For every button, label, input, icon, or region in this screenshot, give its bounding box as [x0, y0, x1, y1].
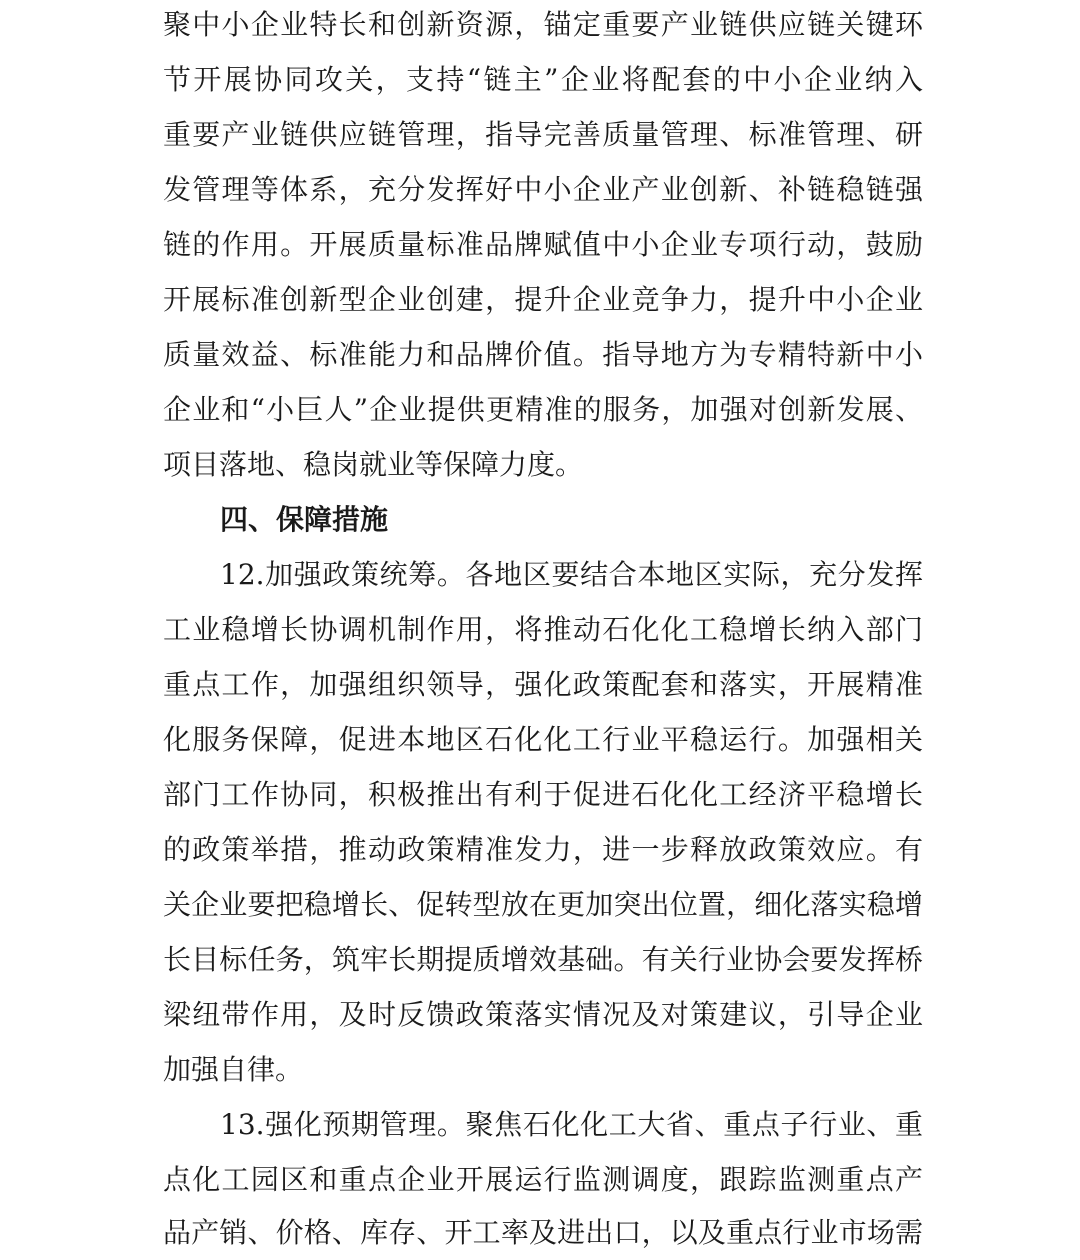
paragraph-line: 部门工作协同，积极推出有利于促进石化化工经济平稳增长: [163, 778, 923, 811]
paragraph-line: 的政策举措，推动政策精准发力，进一步释放政策效应。有: [163, 833, 923, 866]
paragraph-line: 重要产业链供应链管理，指导完善质量管理、标准管理、研: [163, 118, 923, 151]
section-heading: 四、保障措施: [220, 503, 389, 536]
paragraph-line: 长目标任务，筑牢长期提质增效基础。有关行业协会要发挥桥: [163, 943, 923, 976]
paragraph-line: 开展标准创新型企业创建，提升企业竞争力，提升中小企业: [163, 283, 923, 316]
paragraph-line: 点化工园区和重点企业开展运行监测调度，跟踪监测重点产: [163, 1163, 923, 1196]
paragraph-line: 项目落地、稳岗就业等保障力度。: [163, 448, 584, 481]
paragraph-line: 发管理等体系，充分发挥好中小企业产业创新、补链稳链强: [163, 173, 923, 206]
paragraph-line: 关企业要把稳增长、促转型放在更加突出位置，细化落实稳增: [163, 888, 923, 921]
paragraph-line: 工业稳增长协调机制作用，将推动石化化工稳增长纳入部门: [163, 613, 923, 646]
paragraph-line: 加强自律。: [163, 1053, 304, 1086]
paragraph-line: 化服务保障，促进本地区石化化工行业平稳运行。加强相关: [163, 723, 923, 756]
paragraph-line: 企业和“小巨人”企业提供更精准的服务，加强对创新发展、: [163, 393, 923, 426]
paragraph-line: 品产销、价格、库存、开工率及进出口，以及重点行业市场需: [163, 1216, 923, 1249]
paragraph-line: 12.加强政策统筹。各地区要结合本地区实际，充分发挥: [220, 558, 923, 591]
paragraph-line: 13.强化预期管理。聚焦石化化工大省、重点子行业、重: [220, 1108, 923, 1141]
paragraph-line: 梁纽带作用，及时反馈政策落实情况及对策建议，引导企业: [163, 998, 923, 1031]
paragraph-line: 节开展协同攻关，支持“链主”企业将配套的中小企业纳入: [163, 63, 923, 96]
paragraph-line: 聚中小企业特长和创新资源，锚定重要产业链供应链关键环: [163, 8, 923, 41]
paragraph-line: 质量效益、标准能力和品牌价值。指导地方为专精特新中小: [163, 338, 923, 371]
paragraph-line: 链的作用。开展质量标准品牌赋值中小企业专项行动，鼓励: [163, 228, 923, 261]
paragraph-line: 重点工作，加强组织领导，强化政策配套和落实，开展精准: [163, 668, 923, 701]
